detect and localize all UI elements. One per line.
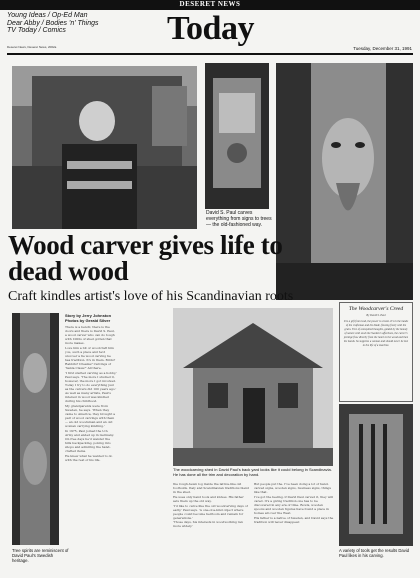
paragraph: In 1975, Paul joined the U.S. Army and ended up in Germany. On free days he'd wander the hills backpacking, poking into shops and admiring the hand-crafted items. xyxy=(65,428,115,453)
section-item: Dear Abby / Bodies 'n' Things xyxy=(7,19,99,27)
byline: Story by Jerry Johnston xyxy=(65,313,112,318)
section-title: Today xyxy=(167,10,254,47)
article-col-3 xyxy=(254,482,334,572)
caption-right: A variety of tools get the results David Paul likes in his carving. xyxy=(339,548,410,558)
paragraph: He knew what he wanted to do with the rest of his life. xyxy=(65,453,113,462)
paragraph: I've got the feeling, if David Paul carved it, they will cared. It's a giving tradition one has to be discovered in any era of time. Bowls, wooden spoons and wooden figures have found a place in homes all over the West. xyxy=(254,494,334,515)
photo-carving-shed xyxy=(173,308,333,466)
paragraph: the rough-hewn log inside the lattice-like old footholds. Italy and Scandinavian traditions blend in the shed. xyxy=(173,482,249,494)
sidebar-title: The Woodcarver's Creed xyxy=(348,306,404,312)
photo-tools xyxy=(339,404,413,546)
photo-credit: Photos by Gerald Silver xyxy=(65,318,111,323)
paragraph: My grandparents were from Sweden, he says. 'When they came to America, they brought a pair of wood carvings with them — an old woodsman and an old woman carrying kindling.' xyxy=(65,404,116,429)
paragraph: Love him a bit or woodcraft him you, such a place and he'd uncover a fie wood carving he has tradition. It's in them. Birds? Rabbits? Dreams? Carvings of 'Santa Claus?' All there. xyxy=(65,345,116,370)
paragraph: 'I'd like to carve like the old woodcarving days of early,' Paul says. 'A one-of-a-kind object where people could become heirloom and remain for generations.' xyxy=(173,503,248,520)
caption-shed: The woodcarving shed in David Paul's back yard looks like it could belong in Scandinavia. He has done all the trim and decoration by hand. xyxy=(173,467,332,477)
fineprint: Deseret News, Deseret News, 2002a xyxy=(7,45,57,49)
sidebar-creed xyxy=(339,302,413,402)
dateline: Tuesday, December 31, 1991 xyxy=(353,46,412,51)
section-item: TV Today / Comics xyxy=(7,27,66,35)
section-item: Young Ideas / Op-Ed Man xyxy=(7,12,88,19)
photo-carver-portrait xyxy=(12,66,197,229)
sections-index xyxy=(7,12,127,35)
headline: Wood carver gives life to dead wood xyxy=(8,230,283,286)
article-col-1 xyxy=(65,313,117,573)
paragraph: 'I first started carving as a hobby,' Paul says. 'The more I studied it, however, the more I got involved. Today I try to do everything just as the carvers did 100 years ago.' xyxy=(65,370,117,391)
subhead: Craft kindles artist's love of his Scandinavian roots xyxy=(8,289,294,304)
article-col-2 xyxy=(173,482,249,572)
sidebar-author: By David S. Paul xyxy=(366,314,386,317)
photo-tree-spirits xyxy=(12,313,59,545)
caption-left: Tree spirits are reminiscent of David Paul's Swedish heritage. xyxy=(12,548,69,563)
masthead: DESERET NEWS xyxy=(0,0,420,9)
paragraph: He uses only hand tools and knives. His father sets them up the old way. xyxy=(173,494,244,503)
paragraph: 'Those days, his interests in woodworking ran more widely.' xyxy=(173,520,243,529)
paragraph: But people put the. I've been doing a lot of hand-carved signs, wooden signs, business signs, things like that. xyxy=(254,482,331,494)
paragraph: His father is a native of Sweden, and David says the tradition will never disappear. xyxy=(254,515,334,524)
caption-top: David S. Paul carves everything from signs to trees — the old-fashioned way. xyxy=(206,210,272,228)
sidebar-text: It is a gift from God, the power to create. It's in the hands of the craftsman and his blade, flowing freely with the grain. Free of unrequited thoughts, guided by the beauty of nature with souls the Sweden's affections, the carver's prestige flow directly from the heart to the wood and then his hands. So suppress a woman and should never be lost to the life of a machine. xyxy=(343,320,409,347)
paragraph: As well as many artists, Paul's interest in wood was kindled during his childhood. xyxy=(65,391,111,404)
paragraph: There is a bench; there is the doors and there is David S. Paul, a wood carver who can do tough with 1000s of shed gotten that more makes. xyxy=(65,325,115,345)
photo-carved-sign xyxy=(205,63,269,209)
